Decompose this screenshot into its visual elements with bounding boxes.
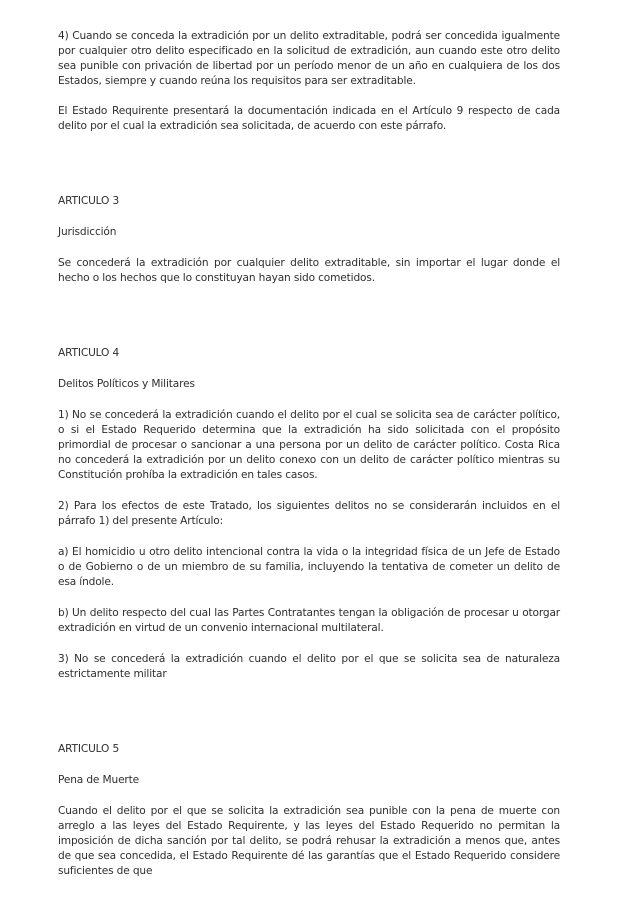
document-page: [58, 29, 560, 879]
article-paragraph: Cuando el delito por el que se solicita la extradición sea punible con la pena de muerte con arreglo a las leyes del Estado Requirente, y las leyes del Estado Requerido no permitan la imposición de dicha sanción por tal delito, se podrá rehusar la extradición a menos que, antes de que sea concedida, el Estado Requirente dé las garantías que el Estado Requerido considere suficientes de que: [58, 805, 560, 877]
paragraph-intro-4: 4) Cuando se conceda la extradición por un delito extraditable, podrá ser concedida igualmente por cualquier otro delito especificado en la solicitud de extradición, aun cuando este otro delito sea punible con privación de libertad por un período menor de un año en cualquiera de los dos Estados, siempre y cuando reúna los requisitos para ser extraditable.: [58, 30, 560, 87]
article-paragraph: Se concederá la extradición por cualquier delito extraditable, sin importar el lugar donde el hecho o los hechos que lo constituyan hayan sido cometidos.: [58, 257, 560, 284]
article-paragraph: b) Un delito respecto del cual las Partes Contratantes tengan la obligación de procesar u otorgar extradición en virtud de un convenio internacional multilateral.: [58, 607, 560, 634]
article-title: Jurisdicción: [58, 226, 117, 238]
article-paragraph: 3) No se concederá la extradición cuando el delito por el que se solicita sea de naturaleza estrictamente militar: [58, 653, 560, 680]
article-number: ARTICULO 3: [58, 195, 120, 207]
article-3: [58, 194, 560, 286]
article-4: [58, 346, 560, 682]
article-paragraph: 1) No se concederá la extradición cuando el delito por el cual se solicita sea de carácter político, o si el Estado Requerido determina que la extradición ha sido solicitada con el propósito primordial de procesar o sancionar a una persona por un delito de carácter político. Costa Rica no concederá la extradición por un delito conexo con un delito de carácter político mientras su Constitución prohíba la extradición en tales casos.: [58, 409, 560, 481]
paragraph-intro-documentation: El Estado Requirente presentará la documentación indicada en el Artículo 9 respecto de cada delito por el cual la extradición sea solicitada, de acuerdo con este párrafo.: [58, 105, 560, 132]
article-5: [58, 742, 560, 879]
article-paragraph: a) El homicidio u otro delito intencional contra la vida o la integridad física de un Jefe de Estado o de Gobierno o de un miembro de su familia, incluyendo la tentativa de cometer un delito de esa índole.: [58, 546, 560, 588]
article-title: Delitos Políticos y Militares: [58, 378, 195, 390]
article-number: ARTICULO 5: [58, 743, 120, 755]
article-title: Pena de Muerte: [58, 774, 140, 786]
article-paragraph: 2) Para los efectos de este Tratado, los siguientes delitos no se considerarán incluidos en el párrafo 1) del presente Artículo:: [58, 500, 560, 527]
article-number: ARTICULO 4: [58, 347, 120, 359]
